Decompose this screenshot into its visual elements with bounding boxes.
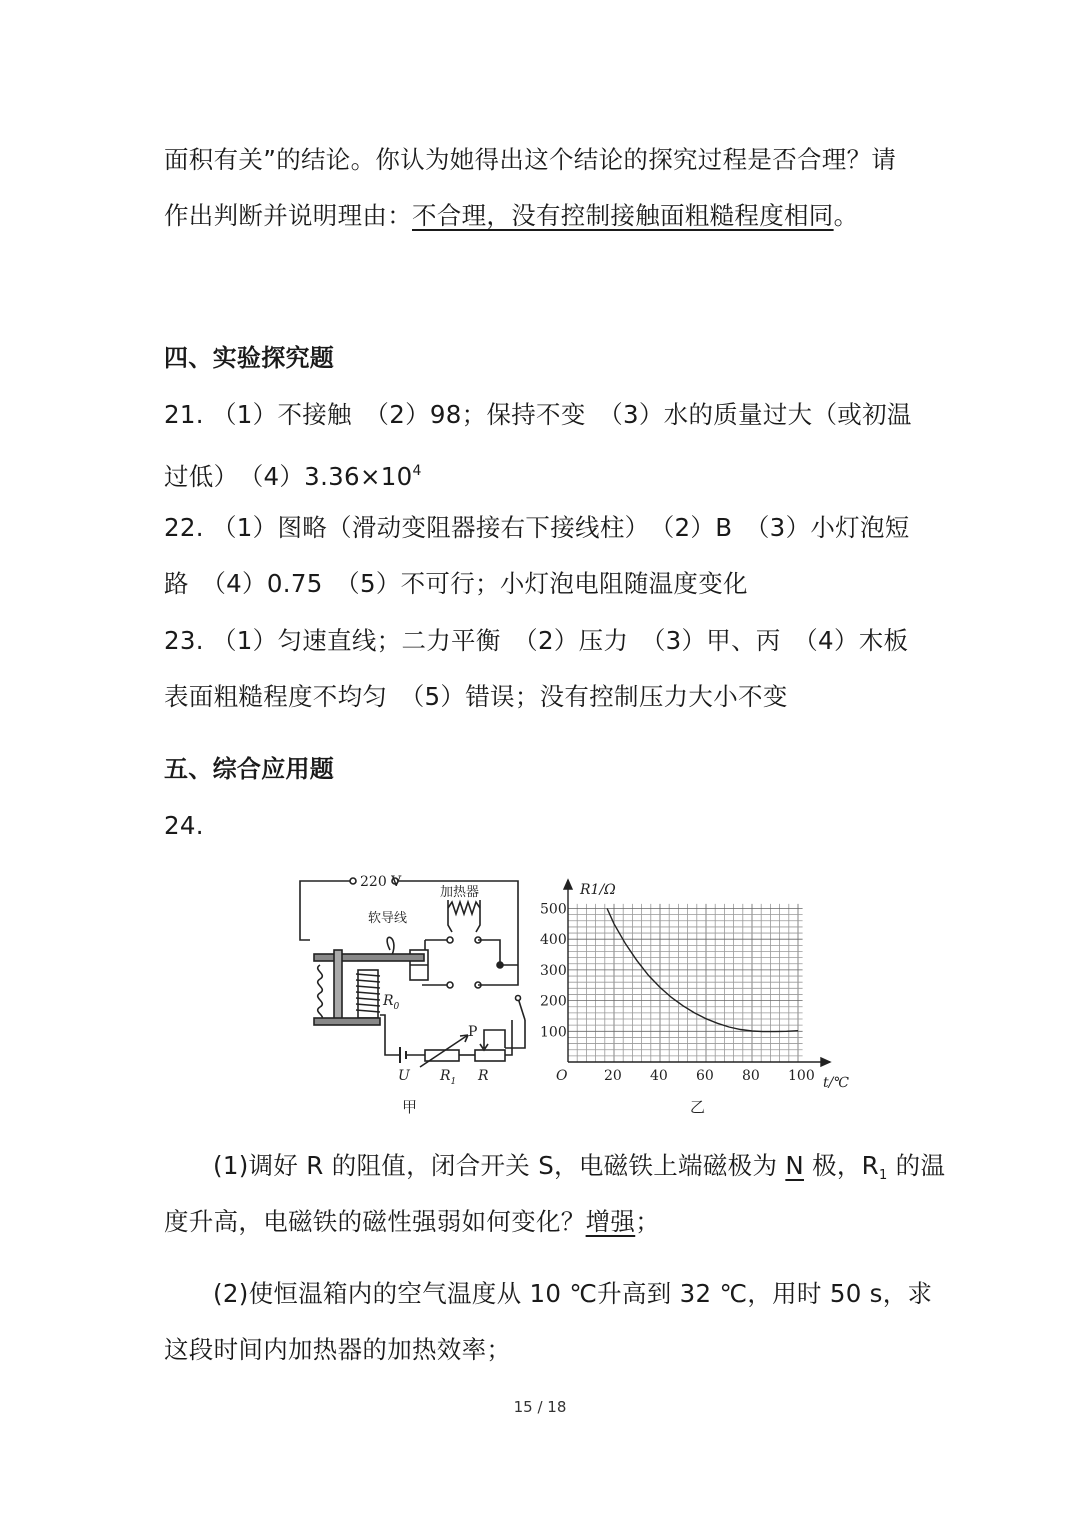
r1-label: $R_1$ <box>440 1068 457 1087</box>
answer-underlined: 不合理，没有控制接触面粗糙程度相同 <box>412 201 834 230</box>
circuit-labels <box>360 874 489 1116</box>
chart-grid <box>568 904 803 1062</box>
q21-line-1: 21. （1）不接触 （2）98；保持不变 （3）水的质量过大（或初温 <box>164 400 912 429</box>
q22-line-2: 路 （4）0.75 （5）不可行；小灯泡电阻随温度变化 <box>164 569 748 598</box>
q24-part1-line-2: 度升高，电磁铁的磁性强弱如何变化？增强； <box>164 1207 661 1236</box>
wire-label: 软导线 <box>368 911 408 926</box>
answer-stronger: 增强 <box>585 1207 636 1236</box>
figure-svg <box>290 870 870 1120</box>
x-axis-arrow <box>821 1058 830 1066</box>
x-tick-label: 100 <box>788 1068 815 1084</box>
y-tick-label: 300 <box>540 962 567 979</box>
r0-label: $R_0$ <box>383 993 400 1012</box>
y-tick-label: 200 <box>540 993 567 1010</box>
chart-ylabel: R1/Ω <box>580 882 616 898</box>
q24-part2-line-2: 这段时间内加热器的加热效率； <box>164 1335 512 1364</box>
x-tick-label: 60 <box>696 1068 714 1084</box>
y-tick-label: 100 <box>540 1024 567 1041</box>
u-label: U <box>398 1068 410 1084</box>
r1-temperature-chart <box>540 880 849 1116</box>
q24-part1-line-1: (1)调好 R 的阻值，闭合开关 S，电磁铁上端磁极为 N 极，$R_1$ 的温 <box>213 1151 946 1183</box>
x-tick-label: 20 <box>604 1068 622 1084</box>
q24-part2-line-1: (2)使恒温箱内的空气温度从 10 ℃升高到 32 ℃，用时 50 s，求 <box>213 1279 933 1308</box>
circuit-caption: 甲 <box>402 1098 418 1116</box>
answer-n-pole: N <box>785 1151 804 1180</box>
q23-line-1: 23. （1）匀速直线；二力平衡 （2）压力 （3）甲、丙 （4）木板 <box>164 626 909 655</box>
y-tick-label: 400 <box>540 932 567 949</box>
page-number: 15 / 18 <box>513 1398 567 1416</box>
graph-caption: 乙 <box>690 1098 706 1116</box>
x-tick-label: O <box>556 1068 568 1084</box>
y-tick-label: 500 <box>540 901 567 918</box>
voltage-label: 220 V <box>360 874 402 890</box>
exponent: 4 <box>412 463 422 479</box>
q21-line-2: 过低） $(4)3.36\times 10^4$ <box>164 462 422 491</box>
section-5-title: 五、综合应用题 <box>164 755 335 783</box>
r-label: R <box>478 1068 489 1084</box>
q24-number: 24. <box>164 811 204 840</box>
q24-figure <box>290 870 870 1120</box>
y-axis-arrow <box>564 880 572 889</box>
x-tick-label: 40 <box>650 1068 668 1084</box>
prev-question-line-2: 作出判断并说明理由：不合理，没有控制接触面粗糙程度相同。 <box>164 201 859 230</box>
p-label: P <box>468 1024 478 1040</box>
q23-line-2: 表面粗糙程度不均匀 （5）错误；没有控制压力大小不变 <box>164 682 788 711</box>
q22-line-1: 22. （1）图略（滑动变阻器接右下接线柱） （2）B （3）小灯泡短 <box>164 513 910 542</box>
circuit-diagram <box>300 878 525 1067</box>
chart-xlabel: t/℃ <box>823 1075 850 1091</box>
section-4-title: 四、实验探究题 <box>164 344 335 372</box>
prev-question-line-1: 面积有关”的结论。你认为她得出这个结论的探究过程是否合理？请 <box>164 145 897 174</box>
heater-label: 加热器 <box>440 885 480 900</box>
x-tick-label: 80 <box>742 1068 760 1084</box>
